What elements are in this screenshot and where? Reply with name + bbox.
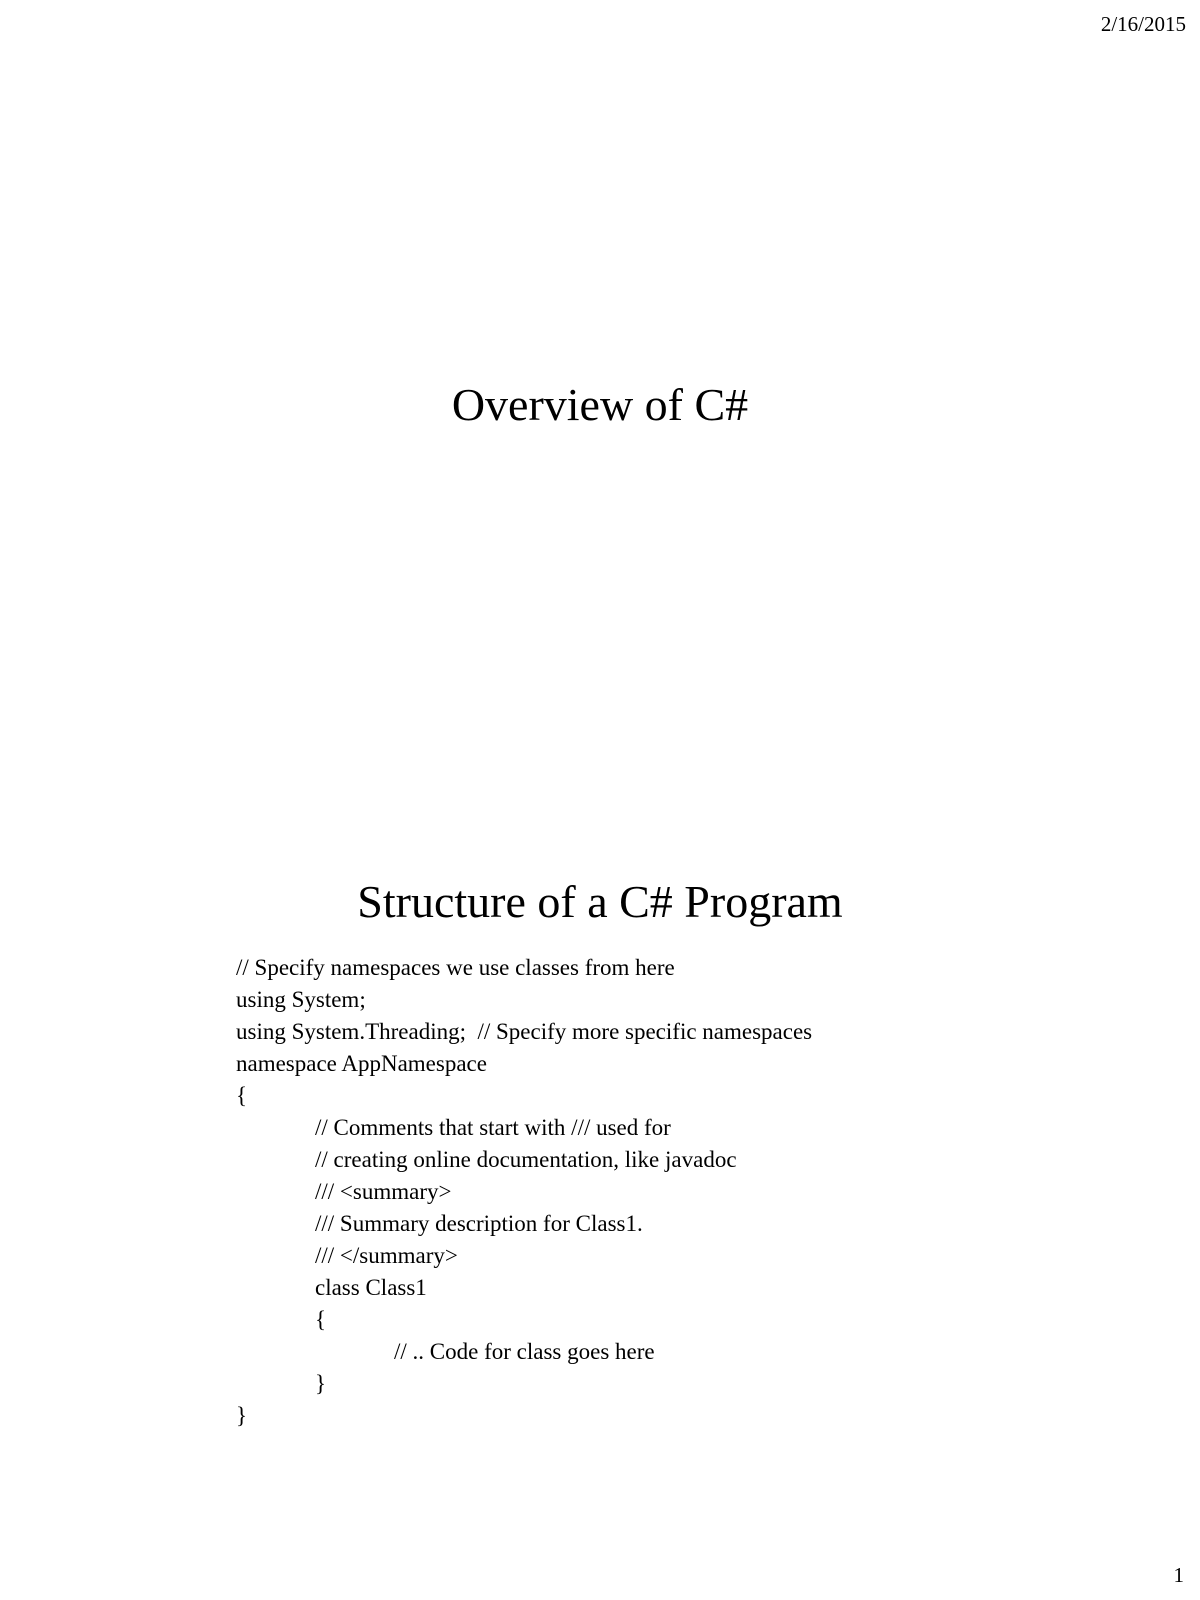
code-line: /// </summary> (315, 1243, 458, 1268)
page-number: 1 (1173, 1563, 1184, 1587)
code-line: using System; (236, 987, 366, 1012)
page-date: 2/16/2015 (1100, 12, 1186, 36)
slide-1-title: Overview of C# (451, 379, 749, 430)
code-line: } (315, 1371, 327, 1396)
code-line: // Specify namespaces we use classes from here (236, 955, 675, 980)
code-line: namespace AppNamespace (236, 1051, 487, 1076)
code-line: { (315, 1307, 327, 1332)
code-line: /// Summary description for Class1. (315, 1211, 643, 1236)
slide-2-title: Structure of a C# Program (357, 876, 843, 927)
code-line: // creating online documentation, like javadoc (315, 1147, 737, 1172)
code-line: using System.Threading; // Specify more specific namespaces (236, 1019, 813, 1044)
code-block (236, 952, 1136, 1432)
code-line: class Class1 (315, 1275, 427, 1300)
code-line: /// <summary> (315, 1179, 452, 1204)
code-line: // Comments that start with /// used for (315, 1115, 671, 1140)
code-line: // .. Code for class goes here (394, 1339, 655, 1364)
code-line: { (236, 1083, 248, 1108)
code-line: } (236, 1403, 248, 1428)
